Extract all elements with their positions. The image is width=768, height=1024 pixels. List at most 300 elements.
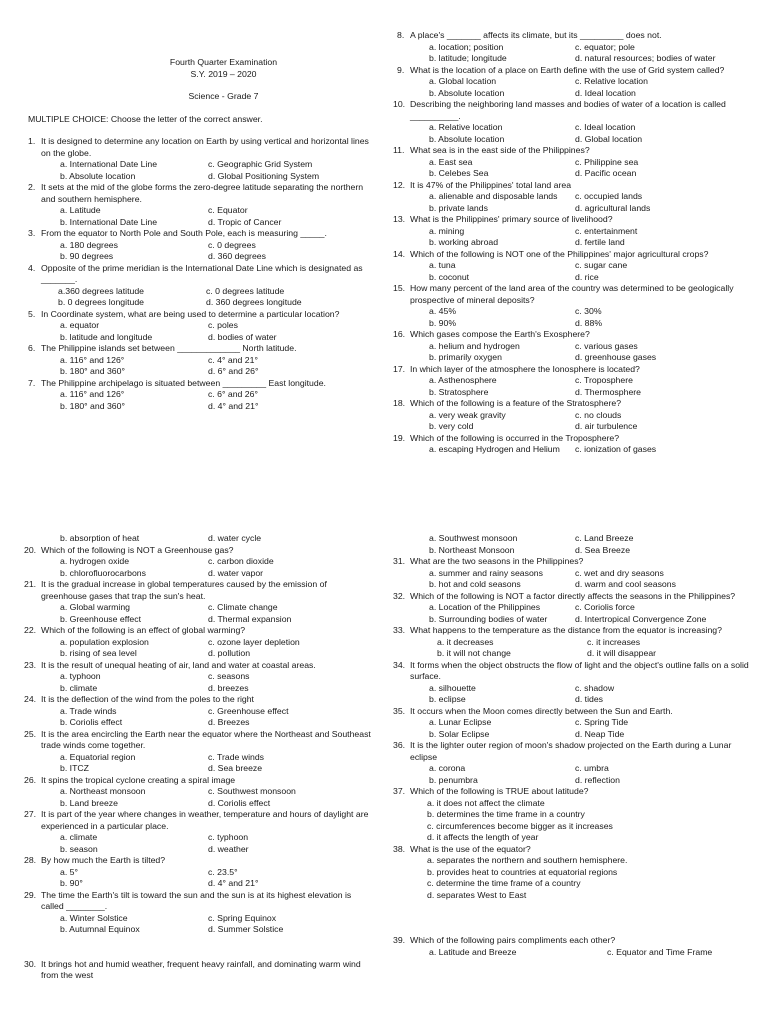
choice-b[interactable]: b. 90° — [60, 878, 83, 888]
question-24-options — [28, 706, 374, 729]
question-text: It is the lighter outer region of moon's shadow projected on the Earth during a Lunar eclipse — [410, 740, 732, 762]
choice-a[interactable]: a. silhouette — [429, 682, 476, 693]
question-number: 4. — [28, 262, 36, 273]
question-number: 5. — [28, 308, 36, 319]
choice-b[interactable]: b. coconut — [429, 271, 470, 282]
question-7-options — [28, 389, 374, 412]
question-35-options — [397, 717, 757, 740]
choice-a[interactable]: a. equator — [60, 320, 100, 330]
question-27 — [24, 809, 374, 832]
question-21-options — [28, 602, 374, 625]
choice-d[interactable]: d. water cycle — [208, 533, 262, 543]
question-text: It spins the tropical cyclone creating a spiral image — [41, 774, 236, 785]
question-4 — [28, 263, 374, 286]
question-29-options — [28, 913, 374, 936]
question-19-options-continued — [28, 533, 374, 545]
choice-d[interactable]: d. fertile land — [575, 237, 625, 247]
question-number: 33. — [393, 625, 406, 635]
choice-a[interactable]: a. 5° — [60, 866, 78, 877]
choice-d[interactable]: d. Global location — [575, 133, 643, 144]
subject-line: Science - Grade 7 — [188, 91, 259, 101]
question-30-options-continued — [397, 533, 757, 556]
page-top-right-column — [393, 30, 757, 456]
choice-a[interactable]: a. hydrogen oxide — [60, 556, 130, 566]
choice-d[interactable]: d. Thermosphere — [575, 386, 641, 397]
choice-a[interactable]: a. Latitude and Breeze — [429, 946, 517, 957]
question-number: 3. — [28, 228, 36, 238]
choice-d[interactable]: d. 88% — [575, 317, 603, 328]
choice-c[interactable]: c. poles — [208, 320, 238, 330]
question-33 — [393, 625, 757, 637]
question-number: 30. — [24, 958, 37, 969]
question-27-options — [28, 832, 374, 855]
choice-b[interactable]: b. Autumnal Equinox — [60, 924, 140, 934]
question-number: 35. — [393, 705, 406, 716]
question-17-options — [397, 375, 757, 398]
choice-a[interactable]: a. separates the northern and southern hemisphere. — [427, 855, 628, 865]
choice-d[interactable]: d. breezes — [208, 682, 249, 693]
choice-b[interactable]: b. Absolute location — [60, 170, 136, 181]
question-text: Which gases compose the Earth's Exosphere? — [410, 329, 590, 339]
question-text: It is the result of unequal heating of air, land and water at coastal areas. — [41, 659, 316, 670]
question-text: What are the two seasons in the Philippines? — [410, 556, 584, 566]
choice-a[interactable]: a. Relative location — [429, 122, 503, 132]
choice-d[interactable]: d. bodies of water — [208, 331, 277, 342]
question-32-options — [397, 602, 757, 625]
choice-d[interactable]: d. it affects the length of year — [427, 832, 539, 842]
question-1-options — [28, 159, 374, 182]
question-text: It sets at the mid of the globe forms the zero-degree latitude separating the northern and southern hemisphere. — [41, 182, 364, 204]
question-6 — [28, 343, 374, 355]
question-9 — [397, 65, 757, 77]
question-text: It is the area encircling the Earth near the equator where the Northeast and Southeast trade winds come together. — [41, 728, 371, 750]
question-number: 2. — [28, 182, 36, 192]
question-number: 13. — [393, 214, 406, 224]
choice-d[interactable]: d. Sea breeze — [208, 763, 263, 773]
choice-d[interactable]: d. rice — [575, 271, 599, 282]
choice-d[interactable]: d. 360 degrees — [208, 251, 266, 261]
question-14-options — [397, 260, 757, 283]
choice-a[interactable]: a. population explosion — [60, 636, 149, 647]
question-number: 28. — [24, 855, 37, 865]
question-21 — [24, 579, 374, 602]
page-bottom-left-column — [24, 533, 374, 982]
question-3 — [28, 228, 374, 240]
question-text: It is part of the year where changes in weather, temperature and hours of daylight are experienced in a particular place. — [41, 809, 369, 831]
question-23 — [24, 659, 374, 672]
choice-a[interactable]: a.360 degrees latitude — [58, 285, 144, 296]
question-4-options — [28, 286, 374, 309]
question-number: 26. — [24, 774, 37, 785]
choice-d[interactable]: d. 360 degrees longitude — [206, 297, 302, 307]
question-6-options — [28, 355, 374, 378]
choice-b[interactable]: b. Absolute location — [429, 133, 505, 144]
choice-b[interactable]: b. private lands — [429, 202, 488, 213]
question-28-options — [28, 867, 374, 890]
choice-c[interactable]: c. 0 degrees latitude — [206, 285, 285, 296]
question-text: It forms when the object obstructs the flow of light and the object's outline falls on a solid surface. — [410, 659, 749, 681]
choice-b[interactable]: b. latitude and longitude — [60, 331, 153, 342]
question-8 — [397, 30, 757, 42]
choice-b[interactable]: b. Land breeze — [60, 797, 118, 808]
question-number: 14. — [393, 248, 406, 259]
question-2-options — [28, 205, 374, 228]
question-text: The Philippine archipelago is situated between _________ East longitude. — [41, 377, 326, 388]
choice-b[interactable]: b. eclipse — [429, 694, 466, 704]
question-7 — [28, 378, 374, 390]
question-24 — [24, 694, 374, 706]
question-39 — [393, 935, 757, 947]
question-text: It brings hot and humid weather, frequent heavy rainfall, and dominating warm wind from the west — [41, 958, 361, 980]
question-2 — [28, 182, 374, 205]
choice-b[interactable]: b. 90 degrees — [60, 251, 114, 261]
choice-b[interactable]: b. latitude; longitude — [429, 53, 507, 63]
choice-a[interactable]: a. tuna — [429, 260, 456, 270]
question-number: 19. — [393, 432, 406, 443]
choice-d[interactable]: d. natural resources; bodies of water — [575, 53, 716, 63]
choice-a[interactable]: a. 116° and 126° — [60, 354, 125, 365]
choice-d[interactable]: d. Coriolis effect — [208, 797, 271, 808]
question-text: Which of the following is NOT a factor directly affects the seasons in the Philippines? — [410, 590, 736, 601]
question-text: Which of the following is a feature of the Stratosphere? — [410, 398, 622, 408]
choice-a[interactable]: a. Trade winds — [60, 705, 117, 716]
question-37 — [393, 786, 757, 798]
question-number: 22. — [24, 625, 37, 635]
question-38-options — [397, 855, 757, 901]
question-8-options — [397, 42, 757, 65]
choice-d[interactable]: d. Intertropical Convergence Zone — [575, 613, 707, 624]
choice-a[interactable]: a. Winter Solstice — [60, 912, 128, 923]
question-number: 25. — [24, 728, 37, 739]
question-text: The time the Earth's tilt is toward the sun and the sun is at its highest elevation is called ________. — [41, 889, 352, 911]
choice-a[interactable]: a. East sea — [429, 156, 473, 167]
choice-c[interactable]: c. 30% — [575, 306, 602, 316]
choice-c[interactable]: c. wet and dry seasons — [575, 567, 664, 578]
choice-d[interactable]: d. Ideal location — [575, 87, 636, 98]
question-20-options — [28, 556, 374, 579]
question-number: 38. — [393, 843, 406, 854]
question-number: 12. — [393, 179, 406, 190]
question-5 — [28, 309, 374, 321]
choice-b[interactable]: b. 180° and 360° — [60, 400, 125, 411]
question-13 — [393, 214, 757, 226]
question-17 — [393, 363, 757, 376]
choice-b[interactable]: b. primarily oxygen — [429, 352, 502, 362]
question-text: In Coordinate system, what are being used to determine a particular location? — [41, 308, 340, 319]
choice-c[interactable]: c. occupied lands — [575, 191, 643, 201]
choice-d[interactable]: d. warm and cool seasons — [575, 579, 676, 589]
choice-d[interactable]: d. separates West to East — [427, 889, 527, 900]
question-33-options — [397, 637, 757, 660]
question-text: From the equator to North Pole and South Pole, each is measuring _____. — [41, 228, 327, 238]
page-bottom-right-column — [393, 533, 757, 958]
question-25 — [24, 728, 374, 752]
question-number: 32. — [393, 590, 406, 601]
choice-c[interactable]: c. 6° and 26° — [208, 389, 258, 399]
choice-d[interactable]: d. Thermal expansion — [208, 613, 292, 624]
choice-a[interactable]: a. 45% — [429, 306, 457, 316]
choice-a[interactable]: a. it decreases — [437, 636, 494, 647]
question-number: 39. — [393, 935, 406, 945]
question-5-options — [28, 320, 374, 343]
choice-d[interactable]: d. Pacific ocean — [575, 168, 637, 178]
question-36-options — [397, 763, 757, 786]
question-19-options — [397, 444, 757, 456]
question-22-options — [28, 637, 374, 660]
choice-b[interactable]: b. Stratosphere — [429, 386, 489, 397]
choice-c[interactable]: c. Greenhouse effect — [208, 705, 289, 716]
question-text: Which of the following is an effect of global warming? — [41, 625, 246, 635]
choice-a[interactable]: a. typhoon — [60, 671, 101, 681]
question-number: 15. — [393, 283, 406, 293]
question-number: 17. — [393, 363, 406, 374]
choice-c[interactable]: c. entertainment — [575, 225, 638, 236]
choice-c[interactable]: c. various gases — [575, 340, 638, 351]
choice-b[interactable]: b. Northeast Monsoon — [429, 544, 515, 555]
question-number: 18. — [393, 398, 406, 408]
question-26-options — [28, 786, 374, 809]
choice-b[interactable]: b. Surrounding bodies of water — [429, 613, 548, 624]
choice-a[interactable]: a. mining — [429, 225, 465, 236]
question-text: What happens to the temperature as the distance from the equator is increasing? — [410, 625, 722, 635]
choice-b[interactable]: b. Coriolis effect — [60, 717, 123, 727]
choice-b[interactable]: b. working abroad — [429, 237, 499, 247]
choice-b[interactable]: b. absorption of heat — [60, 533, 140, 543]
choice-b[interactable]: b. provides heat to countries at equatorial regions — [427, 866, 618, 877]
choice-d[interactable]: d. 4° and 21° — [208, 400, 259, 411]
choice-b[interactable]: b. it will not change — [437, 648, 511, 658]
choice-a[interactable]: a. escaping Hydrogen and Helium — [429, 444, 560, 454]
choice-c[interactable]: c. shadow — [575, 682, 615, 693]
choice-d[interactable]: d. weather — [208, 843, 249, 854]
question-18-options — [397, 410, 757, 433]
choice-b[interactable]: b. Absolute location — [429, 87, 505, 98]
choice-c[interactable]: c. circumferences become bigger as it increases — [427, 820, 613, 831]
choice-b[interactable]: b. penumbra — [429, 774, 478, 785]
choice-d[interactable]: d. agricultural lands — [575, 202, 651, 213]
question-19 — [393, 432, 757, 445]
question-text: It is 47% of the Philippines' total land area — [410, 179, 572, 190]
choice-a[interactable]: a. International Date Line — [60, 159, 158, 169]
choice-c[interactable]: c. sugar cane — [575, 260, 628, 270]
question-number: 20. — [24, 544, 37, 555]
choice-c[interactable]: c. Geographic Grid System — [208, 159, 313, 169]
choice-a[interactable]: a. summer and rainy seasons — [429, 567, 543, 578]
choice-c[interactable]: c. ionization of gases — [575, 444, 657, 454]
question-text: It is the gradual increase in global temperatures caused by the emission of greenhouse gases that trap the sun's heat. — [41, 579, 327, 601]
question-text: Describing the neighboring land masses and bodies of water of a location is called __________. — [410, 99, 726, 121]
question-11-options — [397, 157, 757, 180]
choice-a[interactable]: a. Lunar Eclipse — [429, 717, 492, 727]
choice-c[interactable]: c. typhoon — [208, 832, 249, 842]
question-number: 16. — [393, 329, 406, 339]
choice-a[interactable]: a. location; position — [429, 41, 504, 52]
choice-c[interactable]: c. seasons — [208, 671, 250, 681]
question-text: Which of the following is NOT one of the Philippines' major agricultural crops? — [410, 248, 709, 259]
choice-d[interactable]: d. Sea Breeze — [575, 544, 631, 555]
choice-c[interactable]: c. 23.5° — [208, 866, 238, 877]
question-number: 1. — [28, 136, 36, 146]
choice-b[interactable]: b. Greenhouse effect — [60, 613, 141, 624]
choice-d[interactable]: d. pollution — [208, 648, 251, 658]
question-text: The Philippine islands set between _____________ North latitude. — [41, 343, 297, 353]
question-number: 29. — [24, 889, 37, 900]
question-text: Which of the following is TRUE about latitude? — [410, 786, 589, 796]
choice-b[interactable]: b. very cold — [429, 421, 474, 431]
exam-title: Fourth Quarter Examination — [169, 57, 278, 67]
choice-d[interactable]: d. Breezes — [208, 717, 250, 727]
choice-b[interactable]: b. Solar Eclipse — [429, 728, 490, 739]
choice-c[interactable]: c. Ideal location — [575, 122, 636, 132]
choice-a[interactable]: a. Location of the Philippines — [429, 602, 541, 612]
choice-b[interactable]: b. 90% — [429, 317, 457, 328]
question-13-options — [397, 226, 757, 249]
choice-b[interactable]: b. season — [60, 843, 98, 854]
choice-c[interactable]: c. Relative location — [575, 76, 648, 86]
choice-d[interactable]: d. it will disappear — [587, 648, 657, 658]
question-number: 31. — [393, 556, 406, 566]
choice-b[interactable]: b. determines the time frame in a country — [427, 809, 585, 819]
question-31-options — [397, 568, 757, 591]
choice-c[interactable]: c. carbon dioxide — [208, 556, 274, 566]
choice-a[interactable]: a. very weak gravity — [429, 409, 506, 420]
choice-c[interactable]: c. 4° and 21° — [208, 354, 258, 365]
question-15 — [393, 283, 757, 306]
choice-b[interactable]: b. 0 degrees longitude — [58, 297, 144, 307]
choice-c[interactable]: c. Climate change — [208, 602, 278, 612]
choice-d[interactable]: d. greenhouse gases — [575, 352, 657, 362]
choice-d[interactable]: d. Neap Tide — [575, 728, 625, 739]
choice-d[interactable]: d. 4° and 21° — [208, 878, 259, 888]
question-text: A place's _______ affects its climate, but its _________ does not. — [410, 30, 662, 40]
question-number: 6. — [28, 343, 36, 353]
question-text: What sea is in the east side of the Philippines? — [410, 145, 590, 155]
choice-c[interactable]: c. Troposphere — [575, 375, 633, 385]
choice-b[interactable]: b. rising of sea level — [60, 648, 137, 658]
choice-a[interactable]: a. Latitude — [60, 205, 101, 215]
page-top-left-column — [28, 57, 374, 412]
question-15-options — [397, 306, 757, 329]
question-35 — [393, 705, 757, 718]
choice-a[interactable]: a. alienable and disposable lands — [429, 191, 558, 201]
choice-c[interactable]: c. equator; pole — [575, 41, 635, 52]
question-37-options — [397, 798, 757, 844]
choice-d[interactable]: d. reflection — [575, 774, 620, 785]
choice-a[interactable]: a. climate — [60, 832, 98, 842]
instructions: MULTIPLE CHOICE: Choose the letter of the correct answer. — [28, 113, 263, 124]
choice-c[interactable]: c. Equator and Time Frame — [607, 946, 713, 957]
choice-d[interactable]: d. 6° and 26° — [208, 366, 259, 376]
choice-a[interactable]: a. Global warming — [60, 602, 131, 612]
question-1 — [28, 136, 374, 159]
question-number: 34. — [393, 659, 406, 670]
question-31 — [393, 556, 757, 568]
choice-c[interactable]: c. Southwest monsoon — [208, 786, 296, 796]
question-number: 10. — [393, 99, 406, 109]
choice-d[interactable]: d. Global Positioning System — [208, 170, 320, 181]
choice-a[interactable]: a. Equatorial region — [60, 751, 136, 762]
choice-c[interactable]: c. Land Breeze — [575, 533, 634, 543]
choice-c[interactable]: c. it increases — [587, 636, 641, 647]
choice-a[interactable]: a. Northeast monsoon — [60, 786, 146, 796]
question-number: 27. — [24, 809, 37, 819]
question-number: 8. — [397, 30, 405, 40]
question-10 — [393, 99, 757, 122]
choice-d[interactable]: d. air turbulence — [575, 421, 638, 431]
choice-b[interactable]: b. 180° and 360° — [60, 366, 125, 376]
choice-a[interactable]: a. Global location — [429, 76, 497, 86]
question-9-options — [397, 76, 757, 99]
question-number: 7. — [28, 377, 36, 388]
question-text: It is the deflection of the wind from the poles to the right — [41, 694, 254, 704]
question-32 — [393, 590, 757, 603]
choice-a[interactable]: a. 116° and 126° — [60, 389, 125, 399]
choice-c[interactable]: c. ozone layer depletion — [208, 636, 300, 647]
question-text: Opposite of the prime meridian is the International Date Line which is designated as _______. — [41, 262, 363, 284]
choice-b[interactable]: b. ITCZ — [60, 763, 89, 773]
choice-b[interactable]: b. International Date Line — [60, 216, 158, 227]
question-3-options — [28, 240, 374, 263]
question-text: Which of the following is NOT a Greenhouse gas? — [41, 544, 234, 555]
question-22 — [24, 625, 374, 637]
question-12-options — [397, 191, 757, 214]
choice-a[interactable]: a. Asthenosphere — [429, 375, 497, 385]
question-number: 11. — [393, 145, 405, 155]
choice-d[interactable]: d. Tropic of Cancer — [208, 216, 282, 227]
choice-a[interactable]: a. Southwest monsoon — [429, 533, 518, 543]
question-text: In which layer of the atmosphere the Ionosphere is located? — [410, 363, 640, 374]
choice-b[interactable]: b. climate — [60, 682, 98, 693]
choice-c[interactable]: c. Equator — [208, 205, 248, 215]
question-text: By how much the Earth is tilted? — [41, 855, 166, 865]
question-14 — [393, 248, 757, 261]
choice-c[interactable]: c. Philippine sea — [575, 156, 639, 167]
question-text: What is the location of a place on Earth define with the use of Grid system called? — [410, 64, 725, 75]
choice-a[interactable]: a. helium and hydrogen — [429, 340, 520, 351]
choice-d[interactable]: d. tides — [575, 694, 604, 704]
question-18 — [393, 398, 757, 410]
choice-c[interactable]: c. umbra — [575, 763, 609, 773]
question-text: What is the use of the equator? — [410, 843, 531, 854]
question-39-options — [397, 947, 757, 959]
choice-a[interactable]: a. corona — [429, 763, 466, 773]
question-number: 9. — [397, 64, 405, 75]
choice-a[interactable]: a. it does not affect the climate — [427, 797, 545, 808]
choice-a[interactable]: a. 180 degrees — [60, 239, 118, 250]
choice-c[interactable]: c. no clouds — [575, 409, 622, 420]
choice-c[interactable]: c. Coriolis force — [575, 602, 635, 612]
choice-c[interactable]: c. 0 degrees — [208, 239, 256, 250]
question-11 — [393, 145, 757, 157]
choice-d[interactable]: d. water vapor — [208, 567, 264, 578]
choice-c[interactable]: c. determine the time frame of a country — [427, 878, 581, 888]
choice-c[interactable]: c. Spring Equinox — [208, 912, 277, 923]
choice-c[interactable]: c. Trade winds — [208, 751, 265, 762]
question-28 — [24, 855, 374, 867]
question-16 — [393, 329, 757, 341]
choice-d[interactable]: d. Summer Solstice — [208, 924, 284, 934]
question-10-options — [397, 122, 757, 145]
choice-c[interactable]: c. Spring Tide — [575, 717, 629, 727]
choice-b[interactable]: b. Celebes Sea — [429, 168, 489, 178]
question-text: Which of the following is occurred in the Troposphere? — [410, 432, 620, 443]
question-number: 23. — [24, 659, 37, 670]
choice-b[interactable]: b. hot and cold seasons — [429, 579, 521, 589]
question-34 — [393, 659, 757, 683]
question-number: 24. — [24, 694, 37, 704]
choice-b[interactable]: b. chlorofluorocarbons — [60, 567, 146, 578]
question-number: 37. — [393, 786, 406, 796]
